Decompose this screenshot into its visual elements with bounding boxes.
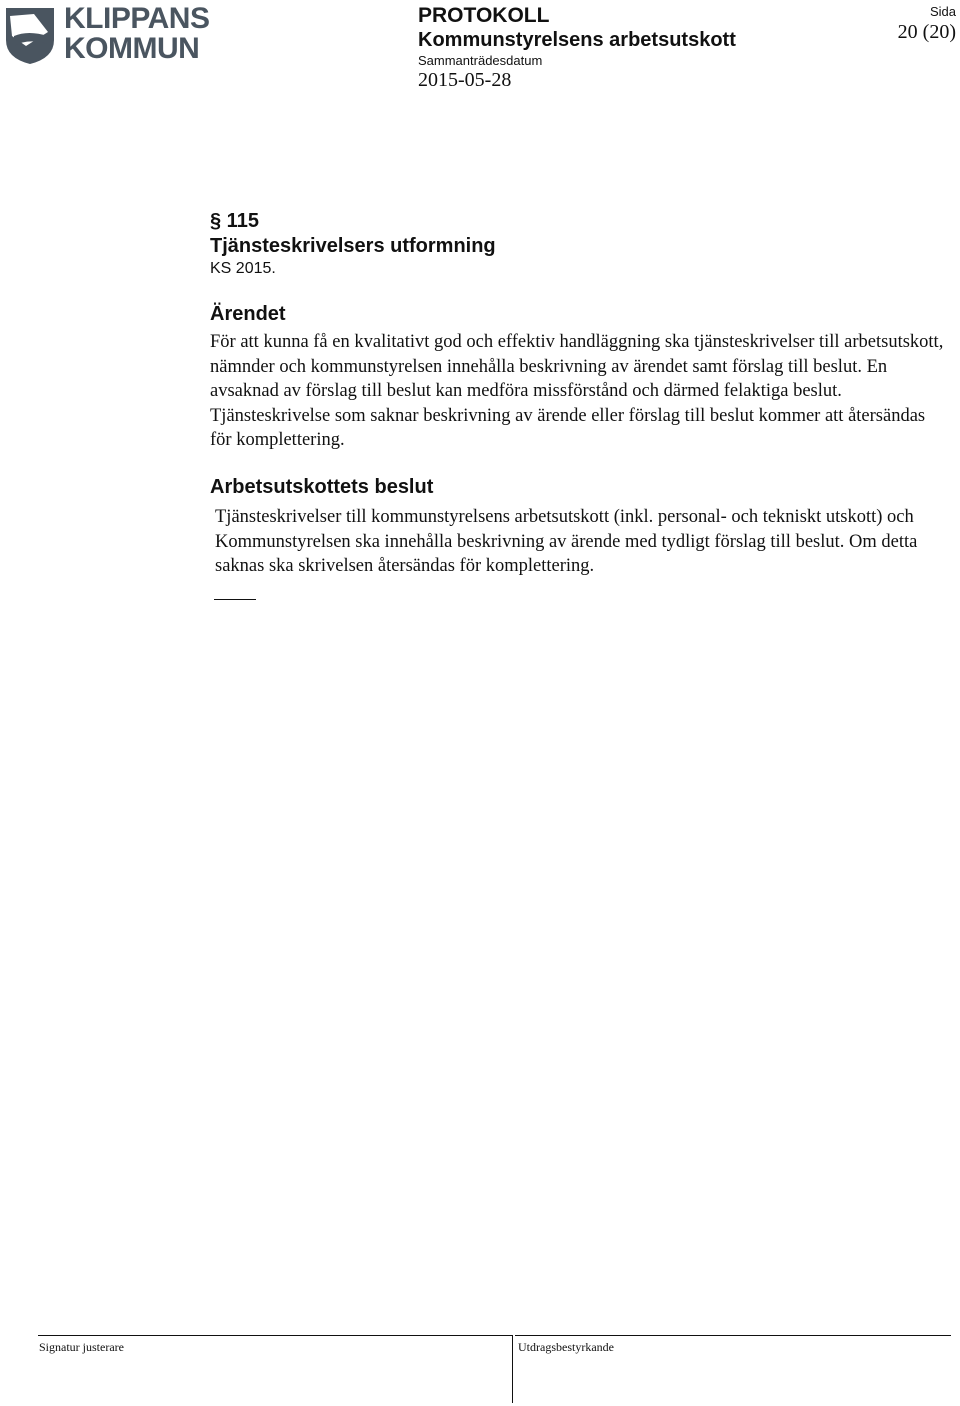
logo-line-2: KOMMUN	[64, 32, 200, 65]
footer-divider	[512, 1335, 513, 1403]
footer-rule-right	[515, 1335, 951, 1336]
document-type: PROTOKOLL	[418, 4, 550, 27]
logo	[4, 4, 216, 68]
section-number: § 115	[210, 210, 259, 232]
logo-wordmark	[64, 4, 209, 64]
page-number: 20 (20)	[897, 21, 956, 43]
beslut-heading: Arbetsutskottets beslut	[210, 476, 434, 498]
meeting-date-label: Sammanträdesdatum	[418, 53, 543, 68]
municipal-shield-icon	[4, 6, 56, 66]
signature-label: Signatur justerare	[39, 1340, 124, 1354]
arendet-text: För att kunna få en kvalitativt god och effektiv handläggning ska tjänsteskrivelser till arbetsutskott, nämnder och kommunstyrelsen innehålla beskrivning av ärendet samt förslag till beslut. En avsaknad av förslag till beslut kan medföra missförstånd och därmed felaktiga beslut. Tjänsteskrivelse som saknar beskrivning av ärende eller förslag till beslut kommer att återsändas för komplettering.	[210, 332, 944, 450]
end-of-section-rule	[214, 599, 256, 600]
footer-rule-left	[38, 1335, 513, 1336]
logo-line-1: KLIPPANS	[64, 2, 210, 35]
arendet-heading: Ärendet	[210, 303, 286, 325]
body-name: Kommunstyrelsens arbetsutskott	[418, 29, 736, 51]
certification-label: Utdragsbestyrkande	[518, 1340, 614, 1354]
meeting-date: 2015-05-28	[418, 69, 512, 91]
case-number: KS 2015.	[210, 260, 276, 277]
page-label: Sida	[929, 4, 956, 19]
beslut-text: Tjänsteskrivelser till kommunstyrelsens arbetsutskott (inkl. personal- och tekniskt utskott) och Kommunstyrelsen ska innehålla beskrivning av ärende med tydligt förslag till beslut. Om detta saknas ska skrivelsen återsändas för komplettering.	[215, 507, 918, 576]
section-title: Tjänsteskrivelsers utformning	[210, 235, 496, 257]
